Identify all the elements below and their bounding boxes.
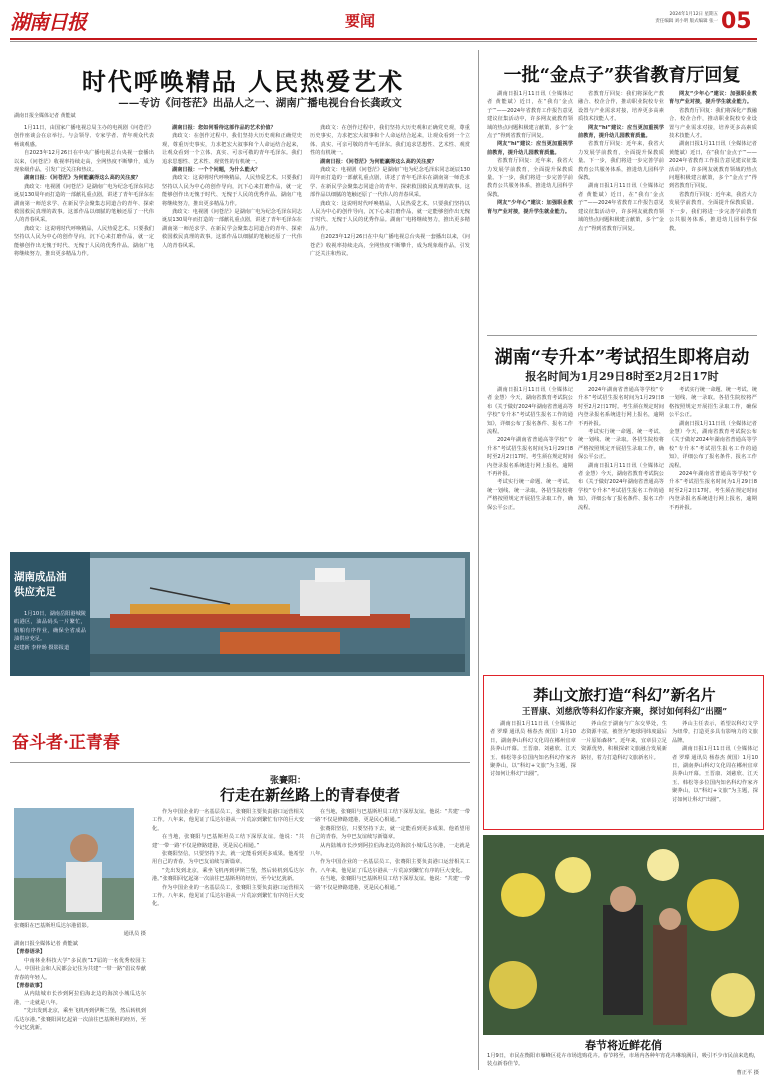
paragraph: 在当地，张賽阳与巴基斯坦员工结下深厚友谊。他说：“共建‘一带一路’不仅是修路建港，更是民心相通。” [310,876,470,891]
flower-photo-title: 春节将近鲜花俏 [585,1039,662,1052]
paragraph: 湖南日报1月11日讯（全媒体记者 金慧）今天，湖南省教育考试院公布《关于做好2024年湖南省普通高等学校“专升本”考试招生报名工作的通知》，详细公布了报名条件、报名工作流程。 [578,462,664,511]
striving-banner-text: 奋斗者·正青春 [12,733,120,753]
story-heading: 【青春故事】 [14,983,46,990]
paragraph: 莽山主任表示，希望以科幻文学为纽带，打造更多具有影响力的文旅品牌。 [672,721,758,744]
answer: 龚政文：电视剧《问苍茫》是湖南广电为纪念毛泽东同志诞辰130周年而打造的一部献礼重点剧，讲述了青年毛泽东在湖南第一师范求学、在新民学会聚集志同道合的青年、探索救国救民真理的故事。这部作品以细腻的笔触还原了一代伟人的青春风采。 [310,167,470,199]
striving-headline: 行走在新丝路上的青春使者 [219,786,400,804]
striving-banner [10,720,160,760]
quote-text: 中南林业科技大学“多民族”17届的一名优秀校园主人。中国社会和人民都会记住为共建“一带一路”倡议奉献青春的年轻人。 [14,957,146,981]
zsb-subheadline: 报名时间为1月29日8时至2月2日17时 [525,370,719,383]
paragraph: 考试实行统一命题、统一考试、统一划线、统一录取。各招生院校将严格按照规定开展招生录取工作，确保公平公正。 [669,387,757,419]
question: 湖南日报：您如何看待这部作品的艺术价值？ [172,125,276,131]
question: 湖南日报：《问苍茫》为何能赢得这么高的关注度？ [320,158,437,165]
striving-kicker: 张賽阳： [270,776,307,786]
paragraph: 湖南日报1月11日讯（全媒体记者 黄能斌）近日，在“我有‘金点子’”——2024年省教育工作报告意见建议征集活动中，许多网友就教育领域的热点问题积极建言献策，多个“金点子”得到省教育厅回复。 [578,183,664,232]
paragraph: 龚政文：在创作过程中，我们坚持大历史观和正确党史观，尊重历史事实，力求把宏大叙事和个人命运结合起来，让观众看到一个立体、真实、可亲可敬的青年毛泽东。我们追求思想性、艺术性、观赏性的有机统一。 [310,125,470,157]
paragraph: 作为中国企业的一名基层员工，张賽阳主要负责港口运营相关工作。八年来，他见证了瓜达尔港从一片荒凉到繁忙有序的巨大变化。 [310,859,470,874]
paragraph: 2024年湖南省普通高等学校“专升本”考试招生报名时间为1月29日8时至2月2日17时。考生须在规定时间内登录报名系统进行网上报名，逾期不再补报。 [578,387,664,427]
paragraph: 1月11日，由国家广播电视总局主办的电视剧《问苍茫》创作座谈会在京举行。与会领导、专家学者、青年观众代表畅谈观感。 [14,125,154,148]
paragraph: 2024年湖南省普通高等学校“专升本”考试招生报名时间为1月29日8时至2月2日17时。考生须在规定时间内登录报名系统进行网上报名，逾期不再补报。 [487,437,573,478]
paragraph: 自2023年12月26日在中央广播电视总台央视一套播出以来，《问苍茫》收视率持续走高，全网热度不断攀升，成为现象级作品，引发广泛关注和热议。 [14,150,154,174]
oil-label-line-2: 供应充足 [14,586,56,598]
portrait-caption-text: 张賽阳在巴基斯坦瓜达尔港留影。 [14,923,92,929]
paragraph: 莽山位于湖南与广东交界处，生态资源丰富，被誉为“地球同纬度最后一片原始森林”。近年来，宜章县立足资源优势，积极探索文旅融合发展新路径，着力打造科幻文旅新名片。 [581,721,667,761]
paragraph: 湖南日报1月11日讯（全媒体记者 金慧）今天，湖南省教育考试院公布《关于做好2024年湖南省普通高等学校“专升本”考试招生报名工作的通知》，详细公布了报名条件、报名工作流程。 [487,387,573,436]
suggestion: 网友“hi”建议：应当更加重视学前教育，提升幼儿园教育质量。 [487,141,573,156]
feature-column-3 [310,124,470,549]
paragraph: 湖南日报1月11日讯（全媒体记者 罗璨 通讯员 杨春杰 黄国）1月10日，湖南莽山科幻文化周在郴州宜章县莽山开幕。王晋康、刘慈欣、江天玉、韩松等多位国内知名科幻作家齐聚莽山，以“科幻+文旅”为主题，探讨如何让科幻“出圈”。 [490,721,576,778]
reply: 省教育厅回复：我们将深化产教融合、校企合作，推动职业院校专业设置与产业需求对接，培养更多高素质技术技能人才。 [669,107,757,140]
edu-headline: 一批“金点子”获省教育厅回复 [503,65,741,86]
suggestion: 网友“少年心”建议：加强职业教育与产业对接，提升学生就业能力。 [669,91,757,106]
paragraph: “先出发到北京，乘坐飞机再到伊斯兰堡，然后转机到瓜达尔港。”张賽阳回忆起第一次前往巴基斯坦的经历，至今记忆犹新。 [152,867,304,883]
header-info [618,11,718,25]
paragraph: 在当地，张賽阳与巴基斯坦员工结下深厚友谊。他说：“共建‘一带一路’不仅是修路建港，更是民心相通。” [152,834,304,849]
striving-column-2 [152,808,304,1073]
edu-column-2 [578,90,664,330]
mangshan-column-3 [672,720,758,825]
portrait-credit: 通讯员 摄 [123,931,146,938]
section-name: 要闻 [345,12,376,30]
paragraph: 张賽阳坚信，只要坚持下去，就一定能看到更多成果。他希望用自己的青春，为中巴友谊续写新篇章。 [310,825,470,841]
edu-column-3 [669,90,757,330]
zsb-column-3 [669,386,757,668]
paragraph: 龚政文：这说明时代呼唤精品，人民热爱艺术。只要我们坚持以人民为中心的创作导向，沉下心来打磨作品，就一定能够创作出无愧于时代、无愧于人民的优秀作品。湖南广电将继续努力，推出更多精品力作。 [310,200,470,232]
oil-photo-label [14,570,82,600]
reply: 省教育厅回复：近年来，我省大力发展学前教育，全面提升保教质量。下一步，我们将进一步完善学前教育公共服务体系，推进幼儿园科学保教。 [669,191,757,232]
zsb-headline: 湖南“专升本”考试招生即将启动 [494,347,750,368]
section-rule [10,762,470,763]
flower-caption-text: 1月9日，市民在衡阳市雁峰区花卉市场选购花卉。春节将至，市场内各种年宵花卉琳琅满目，吸引不少市民前来选购，装点新春佳节。 [487,1053,759,1068]
paragraph: 张賽阳坚信，只要坚持下去，就一定能看到更多成果。他希望用自己的青春，为中巴友谊续写新篇章。 [152,851,304,866]
editor-line: 责任编辑 刘小明 版式编辑 张一 [655,19,718,24]
mangshan-headline: 莽山文旅打造“科幻”新名片 [533,686,716,704]
paragraph: 考试实行统一命题、统一考试、统一划线、统一录取。各招生院校将严格按照规定开展招生录取工作，确保公平公正。 [487,479,573,511]
mangshan-article-box [483,675,764,830]
flower-market-photo [483,835,764,1035]
striving-byline: 湖南日报全媒体记者 黄能斌 [14,941,78,947]
paragraph: 作为中国企业的一名基层员工，张賽阳主要负责港口运营相关工作。八年来，他见证了瓜达尔港从一片荒凉到繁忙有序的巨大变化。 [152,884,304,908]
paragraph: 从内陆城市长沙到阿拉伯海北边的海滨小城瓜达尔港，一走就是八年。 [14,991,146,1006]
oil-caption-text: 1月10日，湖南岳阳港城陵矶港区，油品码头一片繁忙，船舶有序作业，确保全省成品油供应充足。 [14,611,86,643]
portrait-caption [14,922,146,938]
striving-column-1 [14,940,146,1072]
reply: 省教育厅回复：近年来，我省大力发展学前教育，全面提升保教质量。下一步，我们将进一步完善学前教育公共服务体系，推进幼儿园科学保教。 [578,141,664,182]
feature-column-2 [162,124,302,549]
mangshan-column-2 [581,720,667,825]
paragraph: 在当地，张賽阳与巴基斯坦员工结下深厚友谊。他说：“共建‘一带一路’不仅是修路建港，更是民心相通。” [310,809,470,824]
feature-headline: 时代呼唤精品 人民热爱艺术 [81,67,405,96]
oil-tanker-photo [90,558,465,672]
paragraph: 龚政文：电视剧《问苍茫》是湖南广电为纪念毛泽东同志诞辰130周年而打造的一部献礼重点剧，讲述了青年毛泽东在湖南第一师范求学、在新民学会聚集志同道合的青年、探索救国救民真理的故事。这部作品以细腻的笔触还原了一代伟人的青春风采。 [162,209,302,249]
answer: 龚政文：电视剧《问苍茫》是湖南广电为纪念毛泽东同志诞辰130周年而打造的一部献礼重点剧，讲述了青年毛泽东在湖南第一师范求学、在新民学会聚集志同道合的青年、探索救国救民真理的故事。这部作品以细腻的笔触还原了一代伟人的青春风采。 [14,183,154,224]
paragraph: 考试实行统一命题、统一考试、统一划线、统一录取。各招生院校将严格按照规定开展招生录取工作，确保公平公正。 [578,429,664,461]
column-divider [478,50,479,1070]
suggestion: 网友“少年心”建议：加强职业教育与产业对接，提升学生就业能力。 [487,200,573,215]
header-rule [10,38,757,40]
oil-credit: 赵建新 李梓旸 摄影报道 [14,644,70,651]
mangshan-subheadline: 王晋康、刘慈欣等科幻作家齐聚，探讨如何科幻“出圈” [521,707,728,717]
date-line: 2024年1月12日 星期五 [669,12,718,17]
question: 湖南日报：一个个问题，为什么能火？ [172,167,261,174]
paragraph: 龚政文：这说明时代呼唤精品，人民热爱艺术。只要我们坚持以人民为中心的创作导向，沉下心来打磨作品，就一定能够创作出无愧于时代、无愧于人民的优秀作品。湖南广电将继续努力，推出更多精品力作。 [14,225,154,258]
feature-subheadline: ——专访《问苍茫》出品人之一、湖南广播电视台台长龚政文 [118,97,402,109]
oil-label-line-1: 湖南成品油 [14,571,67,583]
paragraph: “先出发到北京，乘坐飞机再到伊斯兰堡，然后转机到瓜达尔港。”张賽阳回忆起第一次前往巴基斯坦的经历，至今记忆犹新。 [14,1008,146,1032]
feature-byline: 湖南日报全媒体记者 黄能斌 [14,113,76,119]
answer: 龚政文：在创作过程中，我们坚持大历史观和正确党史观，尊重历史事实，力求把宏大叙事和个人命运结合起来，让观众看到一个立体、真实、可亲可敬的青年毛泽东。我们追求思想性、艺术性、观赏性的有机统一。 [162,133,302,165]
mangshan-column-1 [490,720,576,825]
page-number: 05 [721,9,752,34]
zsb-column-2 [578,386,664,668]
portrait-photo [14,808,134,920]
striving-column-3 [310,808,470,1073]
suggestion: 网友“hi”建议：应当更加重视学前教育，提升幼儿园教育质量。 [578,124,664,140]
section-rule [487,335,757,336]
feature-column-1 [14,124,154,549]
paragraph: 湖南日报1月11日讯（全媒体记者 金慧）今天，湖南省教育考试院公布《关于做好2024年湖南省普通高等学校“专升本”考试招生报名工作的通知》，详细公布了报名条件、报名工作流程。 [669,420,757,469]
paragraph: 湖南日报1月11日讯（全媒体记者 黄能斌）近日，在“我有‘金点子’”——2024年省教育工作报告意见建议征集活动中，许多网友就教育领域的热点问题积极建言献策，多个“金点子”得到省教育厅回复。 [487,91,573,140]
reply: 省教育厅回复：我们将深化产教融合、校企合作，推动职业院校专业设置与产业需求对接，培养更多高素质技术技能人才。 [578,91,664,123]
paragraph: 湖南日报1月11日讯（全媒体记者 罗璨 通讯员 杨春杰 黄国）1月10日，湖南莽山科幻文化周在郴州宜章县莽山开幕。王晋康、刘慈欣、江天玉、韩松等多位国内知名科幻作家齐聚莽山，以“科幻+文旅”为主题，探讨如何让科幻“出圈”。 [672,746,758,803]
masthead-logo: 湖南日报 [10,10,86,34]
reply: 省教育厅回复：近年来，我省大力发展学前教育，全面提升保教质量。下一步，我们将进一步完善学前教育公共服务体系，推进幼儿园科学保教。 [487,158,573,198]
edu-column-1 [487,90,573,330]
question: 湖南日报：《问苍茫》为何能赢得这么高的关注度？ [24,175,141,182]
quote-heading: 【青春语录】 [14,949,46,956]
flower-credit: 曹正平 摄 [736,1069,759,1076]
answer: 龚政文：这说明时代呼唤精品，人民热爱艺术。只要我们坚持以人民为中心的创作导向，沉下心来打磨作品，就一定能够创作出无愧于时代、无愧于人民的优秀作品。湖南广电将继续努力，推出更多精品力作。 [162,175,302,207]
header-rule-thin [10,41,757,42]
paragraph: 2024年湖南省普通高等学校“专升本”考试招生报名时间为1月29日8时至2月2日17时。考生须在规定时间内登录报名系统进行网上报名，逾期不再补报。 [669,471,757,511]
paragraph: 自2023年12月26日在中央广播电视总台央视一套播出以来，《问苍茫》收视率持续走高，全网热度不断攀升，成为现象级作品，引发广泛关注和热议。 [310,234,470,258]
paragraph: 从内陆城市长沙到阿拉伯海北边的海滨小城瓜达尔港，一走就是八年。 [310,842,470,858]
paragraph: 湖南日报1月11日讯（全媒体记者 黄能斌）近日，在“我有‘金点子’”——2024年省教育工作报告意见建议征集活动中，许多网友就教育领域的热点问题积极建言献策，多个“金点子”得到省教育厅回复。 [669,141,757,190]
zsb-column-1 [487,386,573,668]
paragraph: 作为中国企业的一名基层员工，张賽阳主要负责港口运营相关工作。八年来，他见证了瓜达尔港从一片荒凉到繁忙有序的巨大变化。 [152,809,304,832]
flower-caption [487,1052,759,1078]
oil-caption [14,610,86,674]
